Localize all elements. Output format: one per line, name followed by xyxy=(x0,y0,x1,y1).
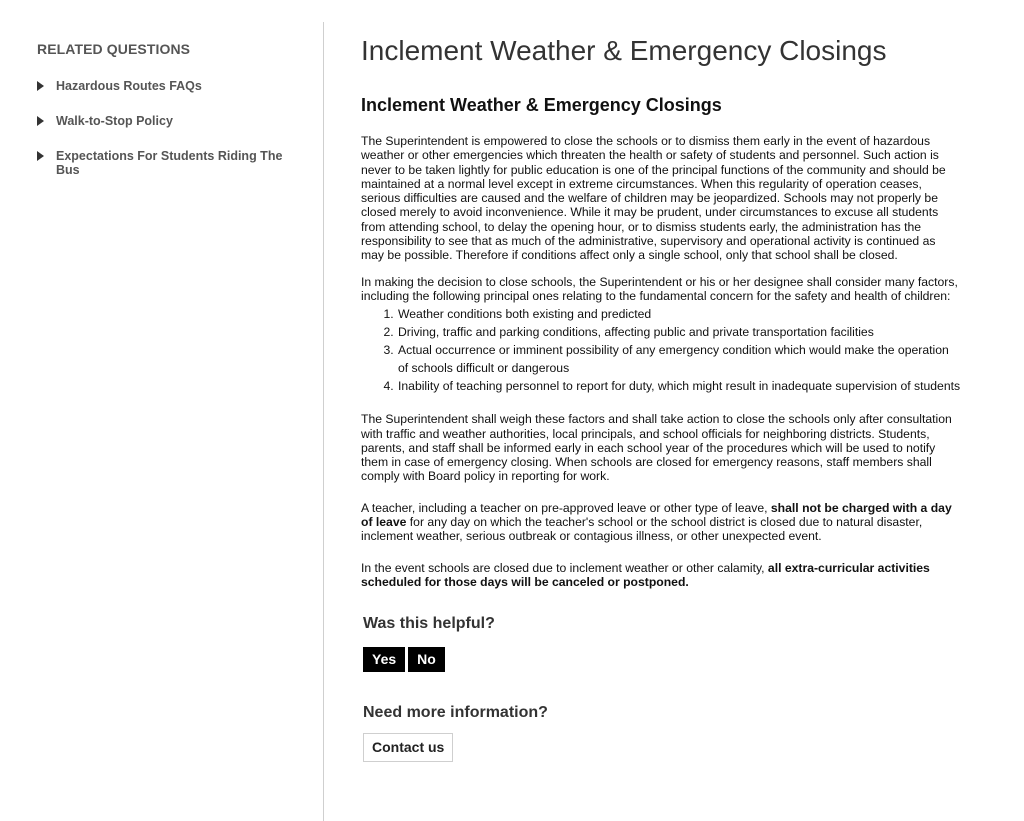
teacher-leave-text-a: A teacher, including a teacher on pre-approved leave or other type of leave, xyxy=(361,500,771,515)
related-question-walk-to-stop[interactable] xyxy=(37,114,299,128)
no-button[interactable]: No xyxy=(408,647,445,672)
main-content xyxy=(361,0,961,762)
related-question-label: Expectations For Students Riding The Bus xyxy=(56,149,283,177)
helpful-question: Was this helpful? xyxy=(363,615,495,633)
paragraph-teacher-leave xyxy=(361,501,961,544)
related-question-hazardous-routes[interactable] xyxy=(37,79,299,93)
teacher-leave-text-b: for any day on which the teacher's school or the school district is closed due to natural disaster, inclement weather, serious outbreak or contagious illness, or other unexpected event. xyxy=(361,515,923,544)
teacher-leave-bold: shall not be charged with a day of leave xyxy=(361,500,952,530)
related-question-label: Hazardous Routes FAQs xyxy=(56,79,202,93)
page-title: Inclement Weather & Emergency Closings xyxy=(361,35,887,66)
factor-item: 2. Driving, traffic and parking conditions, affecting public and private transportation facilities xyxy=(397,323,961,341)
extracurricular-bold: all extra-curricular activities scheduled for those days will be canceled or postponed. xyxy=(361,560,930,589)
sidebar-title: RELATED QUESTIONS xyxy=(37,41,191,57)
extracurricular-text: In the event schools are closed due to inclement weather or other calamity, xyxy=(361,560,768,575)
related-questions-list xyxy=(37,79,299,177)
paragraph-extracurricular xyxy=(361,561,961,590)
related-question-label: Walk-to-Stop Policy xyxy=(56,114,173,128)
factors-list xyxy=(397,305,961,395)
related-question-expectations[interactable] xyxy=(37,149,299,177)
section-title: Inclement Weather & Emergency Closings xyxy=(361,95,722,115)
paragraph-factors-intro: In making the decision to close schools, the Superintendent or his or her designee shall consider many factors, including the following principal ones relating to the fundamental concern for the safety and health of children: xyxy=(361,274,958,303)
helpful-buttons xyxy=(363,647,961,672)
related-questions-sidebar xyxy=(0,0,323,821)
factor-item: 1. Weather conditions both existing and predicted xyxy=(397,305,961,323)
paragraph-authority: The Superintendent is empowered to close the schools or to dismiss them early in the event of hazardous weather or other emergencies which threaten the health or safety of students and personnel. Such action is never to be taken lightly for public education is one of the principal functions of the community and should be maintained at a normal level except in extreme circumstances. When this regularity of operation ceases, serious difficulties are caused and the welfare of children may be jeopardized. Schools may not properly be closed merely to avoid inconvenience. While it may be prudent, under circumstances to excuse all students from attending school, to delay the opening hour, or to dismiss students early, the administration has the responsibility to see that as much of the administrative, supervisory and operational activity is continued as may be possible. Therefore if conditions affect only a single school, only that school shall be closed. xyxy=(361,134,946,263)
yes-button[interactable]: Yes xyxy=(363,647,405,672)
sidebar-divider xyxy=(323,22,324,821)
caret-right-icon xyxy=(37,81,44,91)
factor-item: 3. Actual occurrence or imminent possibility of any emergency condition which would make the operation of schools difficult or dangerous xyxy=(397,341,961,377)
paragraph-consultation: The Superintendent shall weigh these factors and shall take action to close the schools only after consultation with traffic and weather authorities, local principals, and school officials for neighboring districts. Students, parents, and staff shall be informed early in each school year of the procedures which will be used to notify them in case of emergency closing. When schools are closed for emergency reasons, staff members shall comply with Board policy in reporting for work. xyxy=(361,412,952,484)
caret-right-icon xyxy=(37,116,44,126)
contact-us-button[interactable]: Contact us xyxy=(363,733,453,762)
factor-item: 4. Inability of teaching personnel to report for duty, which might result in inadequate supervision of students xyxy=(397,377,961,395)
more-info-heading: Need more information? xyxy=(363,704,548,722)
caret-right-icon xyxy=(37,151,44,161)
